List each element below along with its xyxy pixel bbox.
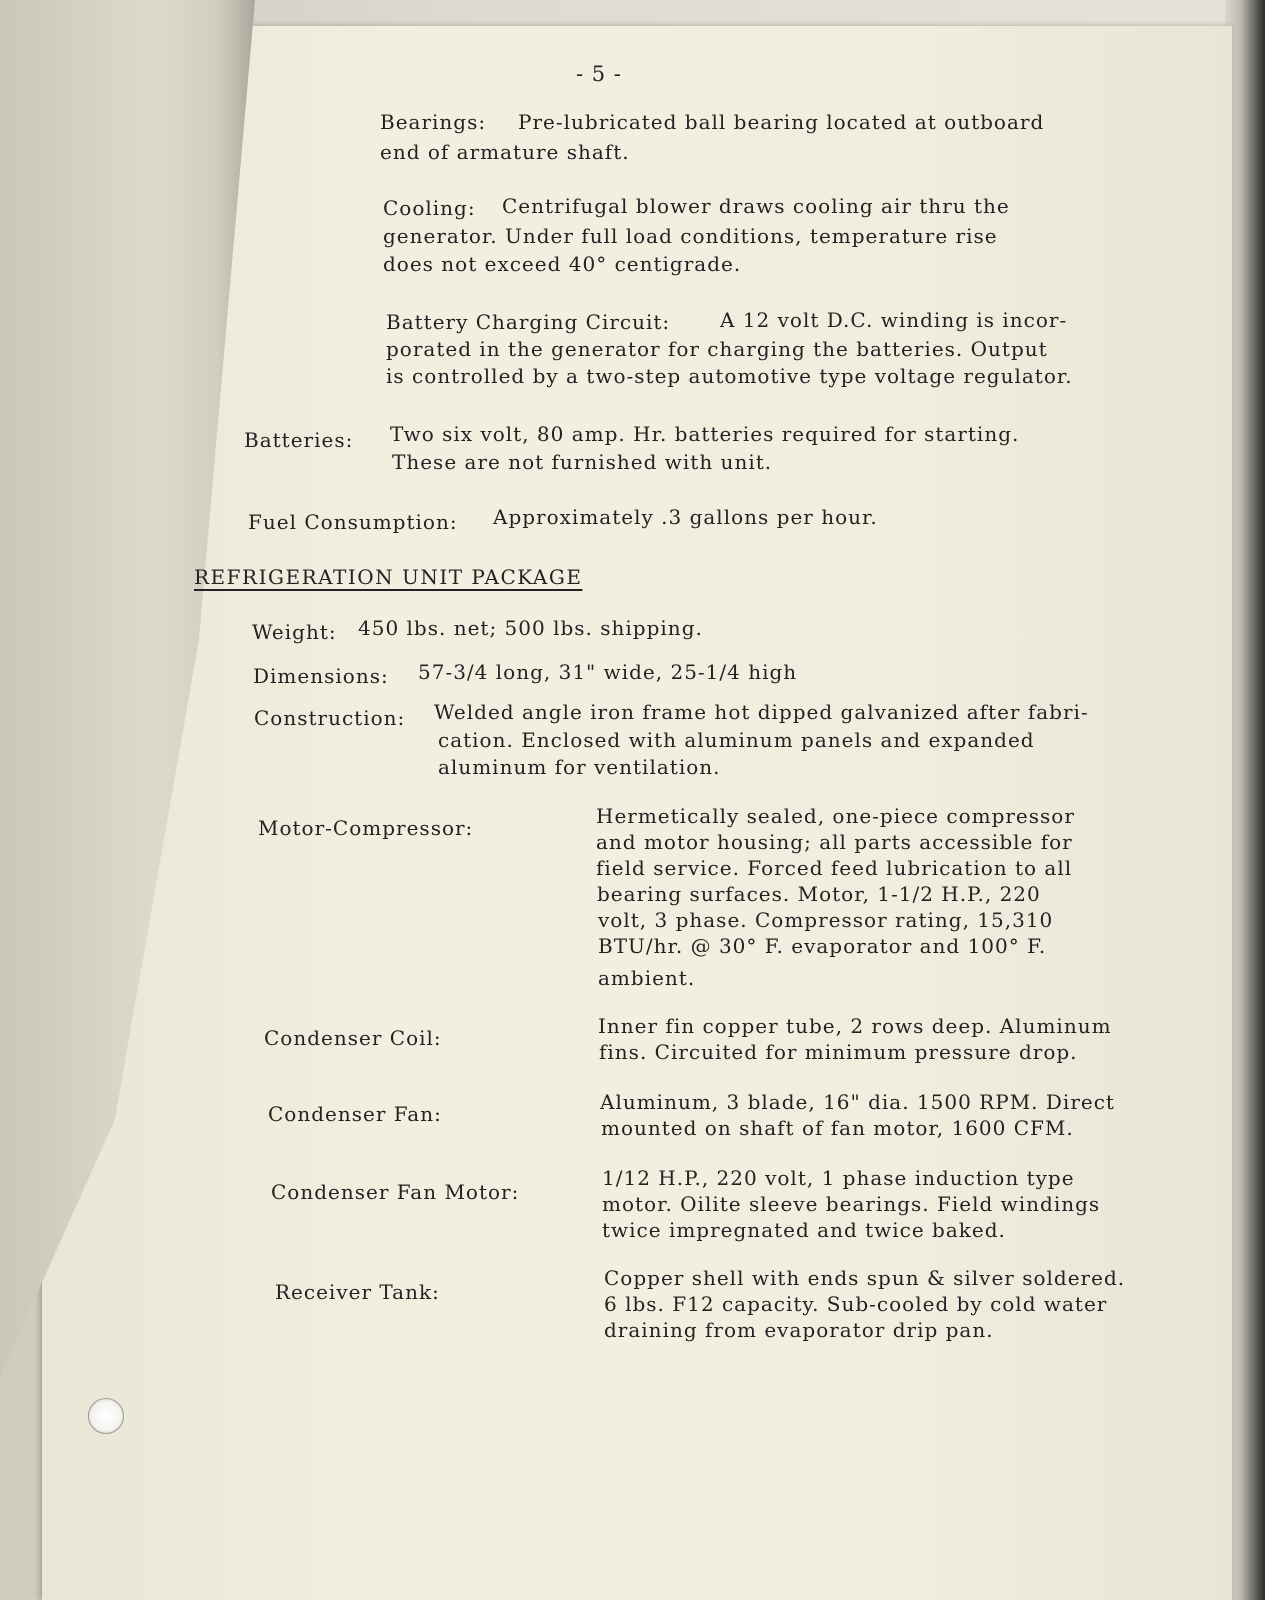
condenser-fan-text-line: mounted on shaft of fan motor, 1600 CFM. xyxy=(601,1116,1074,1140)
cooling-label: Cooling: xyxy=(383,196,476,220)
batteries-text-line: These are not furnished with unit. xyxy=(392,450,773,474)
dimensions-label: Dimensions: xyxy=(253,664,389,688)
motor-compressor-text-line: ambient. xyxy=(598,966,696,990)
construction-text-line: Welded angle iron frame hot dipped galvanized after fabri- xyxy=(434,700,1089,724)
construction-text-line: cation. Enclosed with aluminum panels and expanded xyxy=(438,728,1035,752)
fuel-label: Fuel Consumption: xyxy=(248,510,458,534)
battery-charging-label: Battery Charging Circuit: xyxy=(386,310,671,334)
motor-compressor-text-line: bearing surfaces. Motor, 1-1/2 H.P., 220 xyxy=(597,882,1041,906)
motor-compressor-text-line: volt, 3 phase. Compressor rating, 15,310 xyxy=(598,908,1054,932)
bearings-text-line: end of armature shaft. xyxy=(380,140,630,164)
weight-label: Weight: xyxy=(252,620,337,644)
motor-compressor-text-line: Hermetically sealed, one-piece compressor xyxy=(596,804,1075,828)
bearings-label: Bearings: xyxy=(380,110,487,134)
batteries-text-line: Two six volt, 80 amp. Hr. batteries required for starting. xyxy=(390,422,1020,446)
motor-compressor-text-line: and motor housing; all parts accessible for xyxy=(596,830,1073,854)
receiver-tank-text-line: draining from evaporator drip pan. xyxy=(604,1318,994,1342)
motor-compressor-text-line: field service. Forced feed lubrication to all xyxy=(596,856,1073,880)
construction-text-line: aluminum for ventilation. xyxy=(438,755,721,779)
section-heading: REFRIGERATION UNIT PACKAGE xyxy=(194,565,583,589)
condenser-coil-text-line: fins. Circuited for minimum pressure drop. xyxy=(599,1040,1078,1064)
condenser-coil-label: Condenser Coil: xyxy=(264,1026,442,1050)
condenser-fan-motor-text-line: motor. Oilite sleeve bearings. Field windings xyxy=(602,1192,1101,1216)
battery-charging-text-line: is controlled by a two-step automotive type voltage regulator. xyxy=(386,364,1073,388)
bearings-text-line: Pre-lubricated ball bearing located at outboard xyxy=(518,110,1045,134)
motor-compressor-label: Motor-Compressor: xyxy=(258,816,474,840)
battery-charging-text-line: A 12 volt D.C. winding is incor- xyxy=(720,308,1068,332)
condenser-fan-motor-label: Condenser Fan Motor: xyxy=(271,1180,520,1204)
condenser-fan-motor-text-line: 1/12 H.P., 220 volt, 1 phase induction type xyxy=(602,1166,1075,1190)
cooling-text-line: generator. Under full load conditions, temperature rise xyxy=(383,224,998,248)
page-number: - 5 - xyxy=(576,62,622,86)
weight-value: 450 lbs. net; 500 lbs. shipping. xyxy=(358,616,703,640)
construction-label: Construction: xyxy=(254,706,406,730)
receiver-tank-label: Receiver Tank: xyxy=(275,1280,440,1304)
motor-compressor-text-line: BTU/hr. @ 30° F. evaporator and 100° F. xyxy=(598,934,1047,958)
receiver-tank-text-line: 6 lbs. F12 capacity. Sub-cooled by cold water xyxy=(604,1292,1108,1316)
dimensions-value: 57-3/4 long, 31" wide, 25-1/4 high xyxy=(418,660,798,684)
receiver-tank-text-line: Copper shell with ends spun & silver soldered. xyxy=(604,1266,1126,1290)
condenser-fan-label: Condenser Fan: xyxy=(268,1102,442,1126)
fuel-value: Approximately .3 gallons per hour. xyxy=(493,505,878,529)
batteries-label: Batteries: xyxy=(244,428,354,452)
condenser-coil-text-line: Inner fin copper tube, 2 rows deep. Aluminum xyxy=(598,1014,1112,1038)
condenser-fan-text-line: Aluminum, 3 blade, 16" dia. 1500 RPM. Direct xyxy=(600,1090,1115,1114)
condenser-fan-motor-text-line: twice impregnated and twice baked. xyxy=(602,1218,1006,1242)
battery-charging-text-line: porated in the generator for charging the batteries. Output xyxy=(386,337,1048,361)
cooling-text-line: Centrifugal blower draws cooling air thru the xyxy=(502,194,1010,218)
cooling-text-line: does not exceed 40° centigrade. xyxy=(383,252,742,276)
